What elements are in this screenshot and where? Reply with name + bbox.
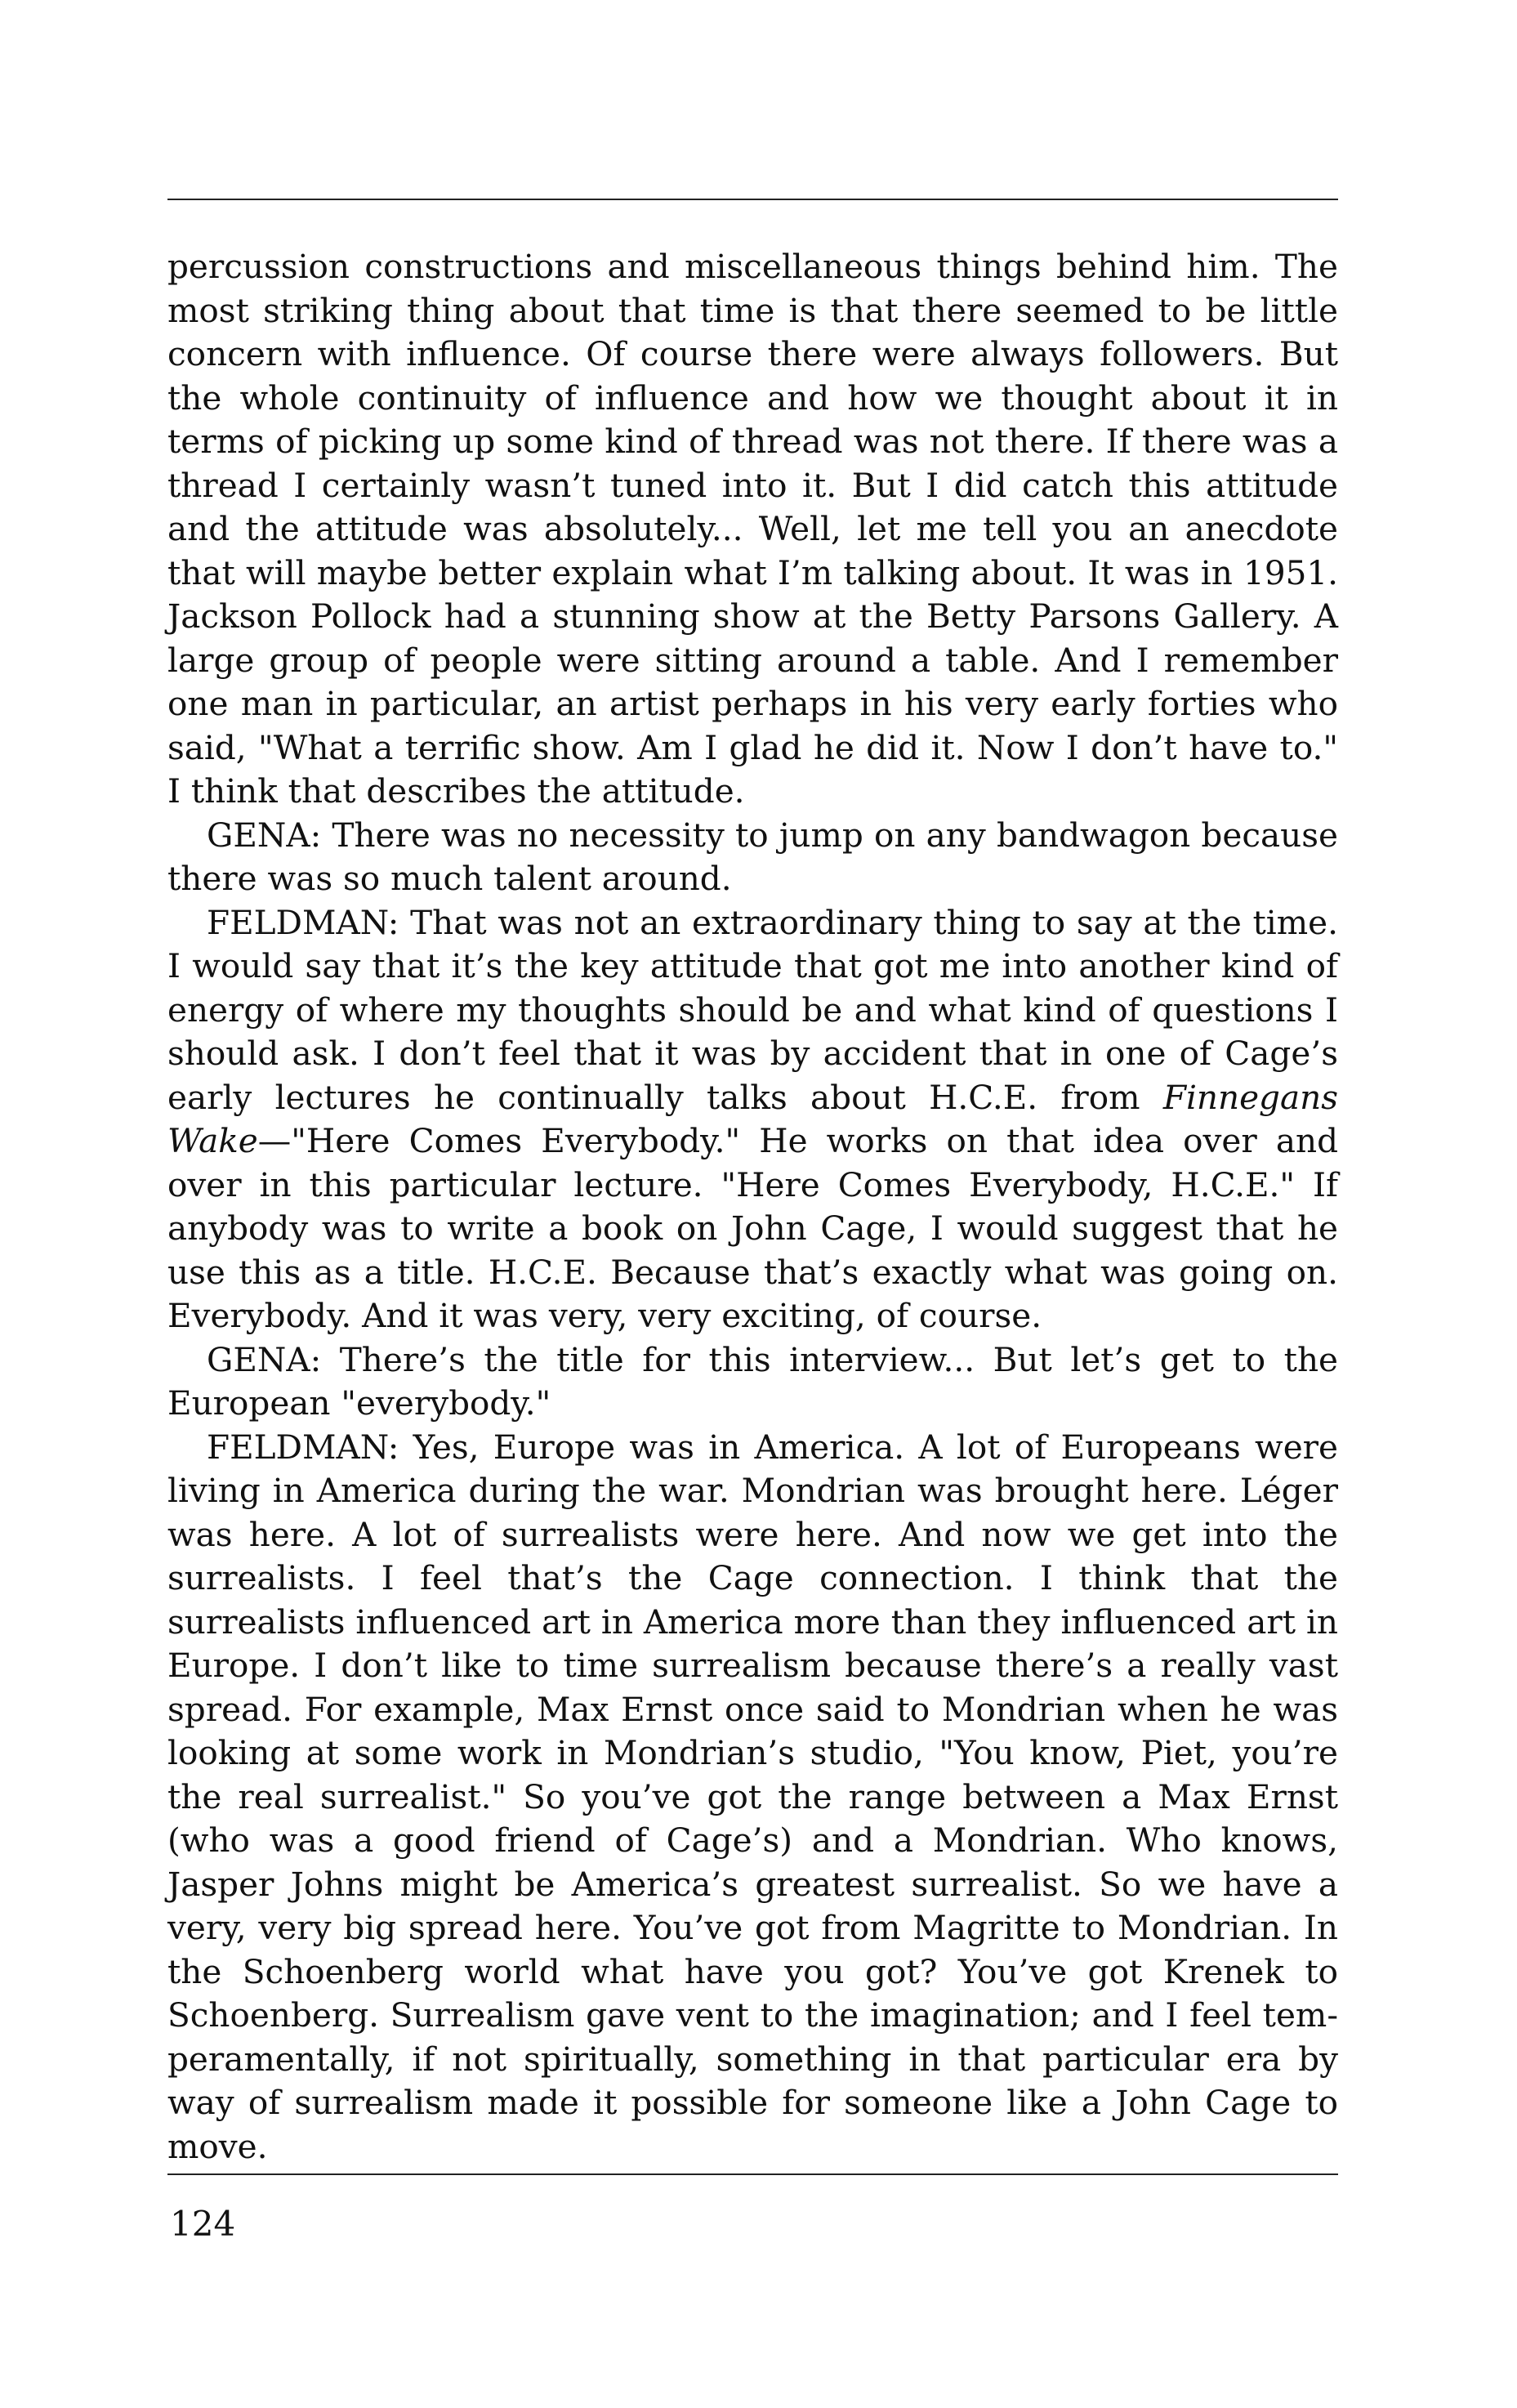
page-number: 124 bbox=[170, 2204, 236, 2244]
page-body bbox=[167, 245, 1338, 2169]
header-rule bbox=[167, 199, 1338, 200]
paragraph-2: GENA: There was no necessity to jump on any bandwagon because there was so much talent around. bbox=[167, 815, 1338, 898]
paragraph-3 bbox=[167, 901, 1338, 1338]
paragraph-1: percussion constructions and miscellaneous things behind him. The most striking thing about that time is that there seemed to be little concern with influence. Of course there were always followers. But the whole continuity of influence and how we thought about it in terms of picking up some kind of thread was not there. If there was a thread I certainly wasn’t tuned into it. But I did catch this attitude and the attitude was absolutely... Well, let me tell you an anecdote that will maybe better explain what I’m talking about. It was in 1951. Jackson Pollock had a stunning show at the Betty Parsons Gallery. A large group of people were sitting around a table. And I remember one man in particular, an artist perhaps in his very early forties who said, "What a terrific show. Am I glad he did it. Now I don’t have to." I think that describes the attitude. bbox=[167, 247, 1338, 811]
paragraph-4: GENA: There’s the title for this interview... But let’s get to the European "everybody." bbox=[167, 1339, 1338, 1423]
book-title: Finnegans Wake bbox=[167, 1077, 1338, 1160]
paragraph-3-text-before: FELDMAN: That was not an extraordinary thing to say at the time. I would say that it’s the key attitude that got me into another kind of energy of where my thoughts should be and what kind of questions I should ask. I don’t feel that it was by accident that in one of Cage’s early lectures he continually talks about H.C.E. from bbox=[167, 902, 1338, 1117]
footer-rule bbox=[167, 2173, 1338, 2175]
paragraph-5: FELDMAN: Yes, Europe was in America. A lot of Europeans were living in America during the war. Mondrian was brought here. Léger was here. A lot of surrealists were here. And now we get into the surrealists. I feel that’s the Cage connection. I think that the surrealists influenced art in America more than they influenced art in Europe. I don’t like to time surrealism because there’s a really vast spread. For example, Max Ernst once said to Mondrian when he was looking at some work in Mondrian’s studio, "You know, Piet, you’re the real surrealist." So you’ve got the range between a Max Ernst (who was a good friend of Cage’s) and a Mondrian. Who knows, Jasper Johns might be America’s greatest surrealist. So we have a very, very big spread here. You’ve got from Magritte to Mondrian. In the Schoenberg world what have you got? You’ve got Krenek to Schoenberg. Surrealism gave vent to the imagination; and I feel temperamentally, if not spiritually, something in that particular era by way of surrealism made it possible for someone like a John Cage to move. bbox=[167, 1427, 1338, 2166]
paragraph-3-text-after: —"Here Comes Everybody." He works on that idea over and over in this particular lecture. "Here Comes Everybody, H.C.E." If anybody was to write a book on John Cage, I would suggest that he use this as a title. H.C.E. Because that’s exactly what was going on. Everybody. And it was very, very exciting, of course. bbox=[167, 1121, 1338, 1335]
